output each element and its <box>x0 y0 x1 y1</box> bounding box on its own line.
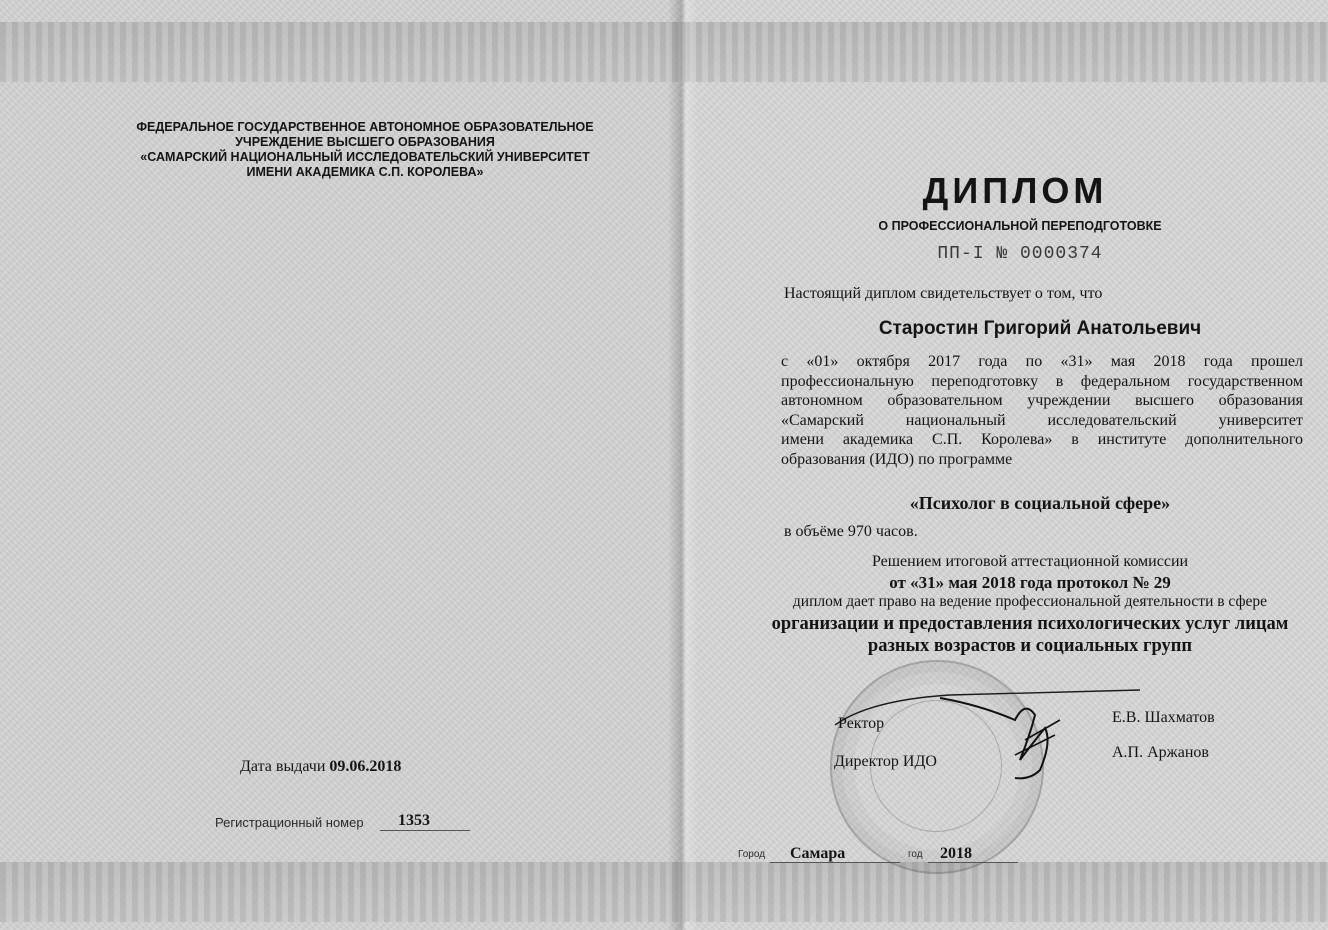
body-line: автономном образовательном учреждении высшего образования <box>781 392 1303 410</box>
diploma-subtitle: О ПРОФЕССИОНАЛЬНОЙ ПЕРЕПОДГОТОВКЕ <box>878 219 1162 233</box>
page-fold <box>668 0 698 930</box>
security-band-top <box>0 22 1328 82</box>
year-label: год <box>908 849 923 860</box>
body-line: образования (ИДО) по программе <box>781 450 1013 468</box>
intro-text: Настоящий диплом свидетельствует о том, что <box>784 285 1103 302</box>
rector-name: Е.В. Шахматов <box>1112 709 1215 726</box>
security-band-bottom <box>0 862 1328 922</box>
program-name: «Психолог в социальной сфере» <box>909 493 1171 513</box>
org-line: УЧРЕЖДЕНИЕ ВЫСШЕГО ОБРАЗОВАНИЯ <box>235 135 495 149</box>
year-value: 2018 <box>940 845 972 862</box>
signature-mark <box>830 680 1150 790</box>
sphere-line: организации и предоставления психологических услуг лицам <box>771 614 1289 634</box>
director-label: Директор ИДО <box>834 753 937 770</box>
issue-date <box>240 758 401 776</box>
registration-line <box>380 830 470 831</box>
org-line: ФЕДЕРАЛЬНОЕ ГОСУДАРСТВЕННОЕ АВТОНОМНОЕ ОБРАЗОВАТЕЛЬНОЕ <box>136 120 594 134</box>
registration-number: 1353 <box>398 812 430 829</box>
org-line: «САМАРСКИЙ НАЦИОНАЛЬНЫЙ ИССЛЕДОВАТЕЛЬСКИЙ УНИВЕРСИТЕТ <box>140 150 590 164</box>
body-line: имени академика С.П. Королева» в институте дополнительного <box>781 431 1303 449</box>
activity-sphere <box>760 613 1300 657</box>
program-volume: в объёме 970 часов. <box>784 523 918 540</box>
commission-decision: Решением итоговой аттестационной комиссии <box>871 553 1189 570</box>
org-line: ИМЕНИ АКАДЕМИКА С.П. КОРОЛЕВА» <box>246 165 484 179</box>
issue-date-value: 09.06.2018 <box>329 758 402 775</box>
body-line: профессиональную переподготовку в федеральном государственном <box>781 372 1303 390</box>
director-name: А.П. Аржанов <box>1112 744 1209 761</box>
registration-label: Регистрационный номер <box>215 815 364 830</box>
city-label: Город <box>738 849 766 860</box>
sphere-line: разных возрастов и социальных групп <box>867 636 1193 656</box>
issue-date-label: Дата выдачи <box>240 758 326 775</box>
city-value: Самара <box>790 845 846 862</box>
diploma-number: ПП-I № 0000374 <box>937 244 1103 264</box>
body-line: «Самарский национальный исследовательский университет <box>781 411 1303 429</box>
body-line: с «01» октября 2017 года по «31» мая 2018 года прошел <box>781 353 1303 370</box>
right-statement: диплом дает право на ведение профессиональной деятельности в сфере <box>792 593 1268 610</box>
rector-label: Ректор <box>838 715 885 732</box>
holder-name: Старостин Григорий Анатольевич <box>878 318 1202 339</box>
protocol-info: от «31» мая 2018 года протокол № 29 <box>889 573 1171 592</box>
diploma-title: ДИПЛОМ <box>922 170 1108 211</box>
training-description <box>781 352 1303 470</box>
organization-header <box>100 120 630 180</box>
